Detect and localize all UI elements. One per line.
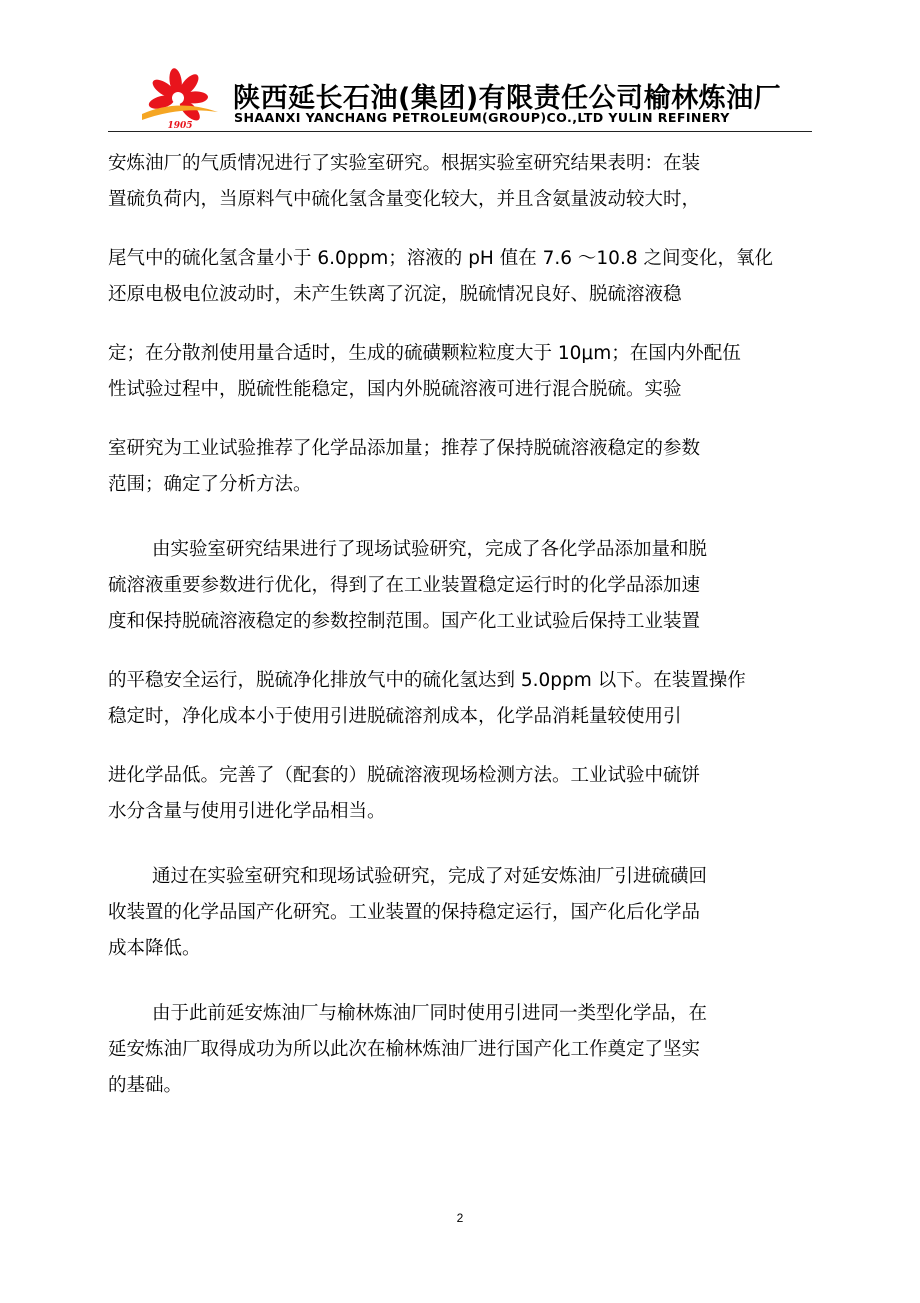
body-line: 延安炼油厂取得成功为所以此次在榆林炼油厂进行国产化工作奠定了坚实 — [108, 1039, 701, 1060]
body-line: 收装置的化学品国产化研究。工业装置的保持稳定运行，国产化后化学品 — [108, 902, 701, 923]
header-divider — [108, 131, 812, 132]
body-line: 室研究为工业试验推荐了化学品添加量；推荐了保持脱硫溶液稳定的参数 — [108, 438, 701, 459]
body-line: 还原电极电位波动时，未产生铁离了沉淀，脱硫情况良好、脱硫溶液稳 — [108, 284, 682, 305]
body-line: 成本降低。 — [108, 938, 201, 959]
company-name-cn: 陕西延长石油(集团)有限责任公司榆林炼油厂 — [233, 83, 782, 114]
body-line: 水分含量与使用引进化学品相当。 — [108, 801, 386, 822]
body-line: 定；在分散剂使用量合适时，生成的硫磺颗粒粒度大于 10μm；在国内外配伍 — [108, 343, 741, 364]
logo-year: 1905 — [167, 121, 193, 130]
body-line: 置硫负荷内，当原料气中硫化氢含量变化较大，并且含氨量波动较大时， — [108, 189, 701, 210]
body-line: 稳定时，净化成本小于使用引进脱硫溶剂成本，化学品消耗量较使用引 — [108, 706, 682, 727]
body-line: 由于此前延安炼油厂与榆林炼油厂同时使用引进同一类型化学品，在 — [152, 1003, 708, 1024]
body-line: 通过在实验室研究和现场试验研究，完成了对延安炼油厂引进硫磺回 — [152, 866, 708, 887]
body-line: 的基础。 — [108, 1075, 183, 1096]
body-line: 由实验室研究结果进行了现场试验研究，完成了各化学品添加量和脱 — [152, 539, 708, 560]
body-line: 范围；确定了分析方法。 — [108, 474, 312, 495]
page-number: 2 — [456, 1211, 464, 1225]
body-line: 度和保持脱硫溶液稳定的参数控制范围。国产化工业试验后保持工业装置 — [108, 611, 701, 632]
page-header — [108, 62, 812, 132]
body-line: 尾气中的硫化氢含量小于 6.0ppm；溶液的 pH 值在 7.6 ～10.8 之间变化，氧化 — [108, 248, 773, 269]
body-line: 性试验过程中，脱硫性能稳定，国内外脱硫溶液可进行混合脱硫。实验 — [108, 379, 682, 400]
company-logo-icon — [138, 68, 222, 130]
body-line: 安炼油厂的气质情况进行了实验室研究。根据实验室研究结果表明：在装 — [108, 153, 701, 174]
company-name-en: SHAANXI YANCHANG PETROLEUM(GROUP)CO.,LTD YULIN REFINERY — [234, 110, 730, 125]
body-line: 的平稳安全运行，脱硫净化排放气中的硫化氢达到 5.0ppm 以下。在装置操作 — [108, 670, 746, 691]
body-line: 进化学品低。完善了（配套的）脱硫溶液现场检测方法。工业试验中硫饼 — [108, 765, 701, 786]
body-line: 硫溶液重要参数进行优化，得到了在工业装置稳定运行时的化学品添加速 — [108, 575, 701, 596]
